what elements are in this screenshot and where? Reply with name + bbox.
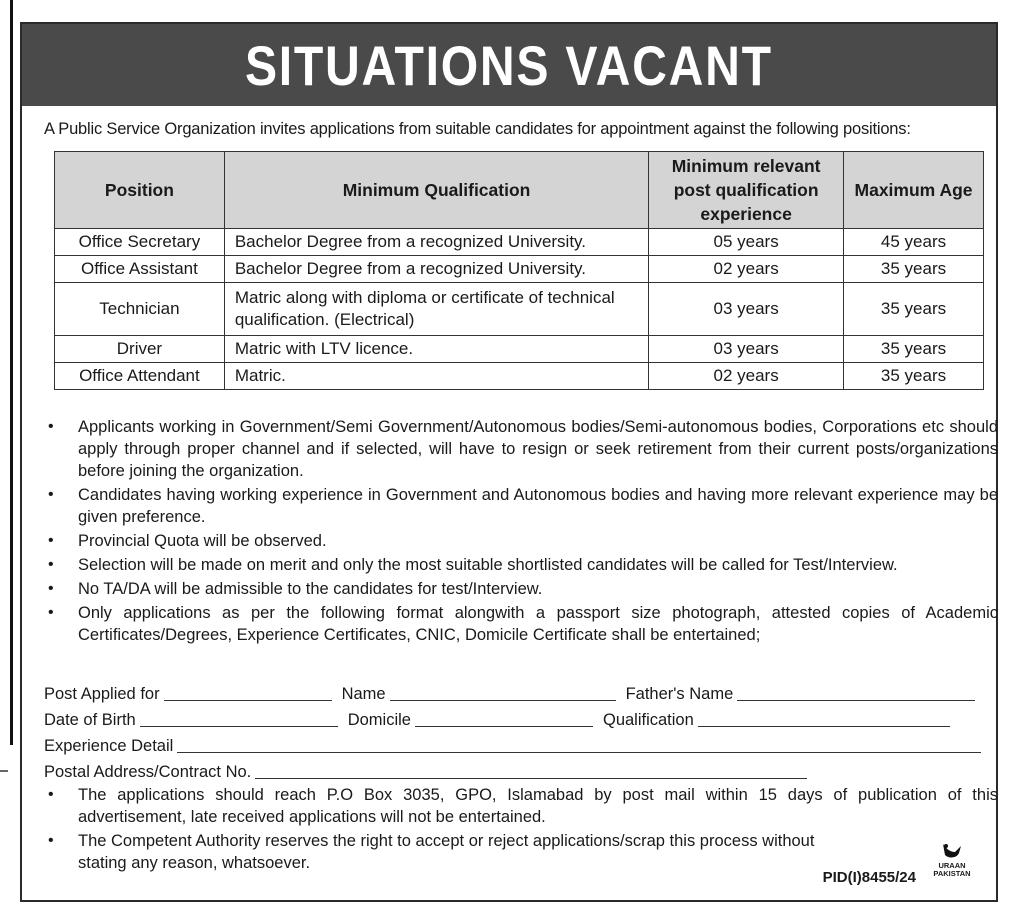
page-title: SITUATIONS VACANT xyxy=(245,33,773,97)
conditions-list xyxy=(44,416,998,648)
label-domicile: Domicile xyxy=(347,711,411,729)
advertisement xyxy=(20,22,998,902)
postal-address-blank xyxy=(255,760,807,779)
logo-line-2: PAKISTAN xyxy=(933,869,971,878)
experience-detail-blank xyxy=(177,734,981,753)
list-item: • The Competent Authority reserves the right to accept or reject applications/scrap this process without stating any reason, whatsoever. xyxy=(48,832,815,872)
cell-experience: 03 years xyxy=(649,283,844,336)
cell-position: Office Assistant xyxy=(55,256,225,283)
cell-age: 35 years xyxy=(844,256,984,283)
cell-qualification: Matric along with diploma or certificate of technical qualification. (Electrical) xyxy=(224,283,648,336)
bullet-dot: • xyxy=(48,556,54,573)
label-fathers-name: Father's Name xyxy=(625,685,734,703)
cell-experience: 02 years xyxy=(649,256,844,283)
cell-age: 35 years xyxy=(844,283,984,336)
bullet-dot: • xyxy=(48,532,54,549)
uraan-pakistan-logo xyxy=(926,840,978,878)
title-banner xyxy=(22,24,996,106)
form-row xyxy=(44,678,990,704)
fathers-name-blank xyxy=(737,682,975,701)
table-row xyxy=(55,229,984,256)
application-format xyxy=(44,678,990,782)
positions-table xyxy=(54,151,984,390)
list-item: • Provincial Quota will be observed. xyxy=(48,532,327,550)
list-item: • Selection will be made on merit and only the most suitable shortlisted candidates will be called for Test/Interview. xyxy=(48,556,898,574)
submission-list xyxy=(44,784,998,876)
cell-position: Driver xyxy=(55,336,225,363)
date-of-birth-blank xyxy=(140,708,338,727)
cell-qualification: Matric. xyxy=(224,363,648,390)
cell-position: Technician xyxy=(55,283,225,336)
cell-qualification: Bachelor Degree from a recognized University. xyxy=(224,256,648,283)
cell-qualification: Bachelor Degree from a recognized University. xyxy=(224,229,648,256)
list-item: • Only applications as per the following format alongwith a passport size photograph, attested copies of Academic Certificates/Degrees, Experience Certificates, CNIC, Domicile Certificate shall be entertained; xyxy=(48,604,998,644)
name-blank xyxy=(390,682,616,701)
cell-qualification: Matric with LTV licence. xyxy=(224,336,648,363)
table-row xyxy=(55,256,984,283)
bullet-dot: • xyxy=(48,418,54,435)
header-experience: Minimum relevant post qualification experience xyxy=(649,152,844,229)
label-date-of-birth: Date of Birth xyxy=(44,711,136,729)
cell-position: Office Attendant xyxy=(55,363,225,390)
bullet-dot: • xyxy=(48,786,54,803)
bullet-dot: • xyxy=(48,580,54,597)
list-item: • Applicants working in Government/Semi Government/Autonomous bodies/Semi-autonomous bodies, Corporations etc should apply through proper channel and if selected, will have to resign or seek retirement from their current posts/organizations before joining the organization. xyxy=(48,418,998,480)
logo-line-1: URAAN xyxy=(938,861,966,870)
domicile-blank xyxy=(415,708,593,727)
intro-text: A Public Service Organization invites applications from suitable candidates for appointment against the following positions: xyxy=(44,120,911,138)
bullet-dot: • xyxy=(48,604,54,621)
page-edge-rule xyxy=(10,0,13,745)
cell-experience: 03 years xyxy=(649,336,844,363)
label-post-applied: Post Applied for xyxy=(44,685,160,703)
header-position: Position xyxy=(55,152,225,229)
table-row xyxy=(55,363,984,390)
label-name: Name xyxy=(341,685,386,703)
table-header-row xyxy=(55,152,984,229)
cell-experience: 02 years xyxy=(649,363,844,390)
table-row xyxy=(55,283,984,336)
form-row xyxy=(44,730,990,756)
header-age: Maximum Age xyxy=(844,152,984,229)
post-applied-blank xyxy=(164,682,332,701)
bullet-dot: • xyxy=(48,486,54,503)
cell-age: 35 years xyxy=(844,363,984,390)
bird-icon xyxy=(937,840,967,862)
cell-age: 45 years xyxy=(844,229,984,256)
cell-position: Office Secretary xyxy=(55,229,225,256)
bullet-dot: • xyxy=(48,832,54,849)
header-qualification: Minimum Qualification xyxy=(224,152,648,229)
pid-number: PID(I)8455/24 xyxy=(822,869,916,886)
form-row xyxy=(44,756,990,782)
page-edge-rule-short xyxy=(0,770,8,772)
list-item: • No TA/DA will be admissible to the candidates for test/Interview. xyxy=(48,580,543,598)
cell-age: 35 years xyxy=(844,336,984,363)
label-qualification: Qualification xyxy=(602,711,694,729)
list-item: • Candidates having working experience in Government and Autonomous bodies and having more relevant experience may be given preference. xyxy=(48,486,998,526)
qualification-blank xyxy=(698,708,950,727)
list-item: • The applications should reach P.O Box 3035, GPO, Islamabad by post mail within 15 days of publication of this advertisement, late received applications will not be entertained. xyxy=(48,786,998,826)
cell-experience: 05 years xyxy=(649,229,844,256)
label-postal-address: Postal Address/Contract No. xyxy=(44,763,252,781)
label-experience-detail: Experience Detail xyxy=(44,737,174,755)
form-row xyxy=(44,704,990,730)
table-row xyxy=(55,336,984,363)
